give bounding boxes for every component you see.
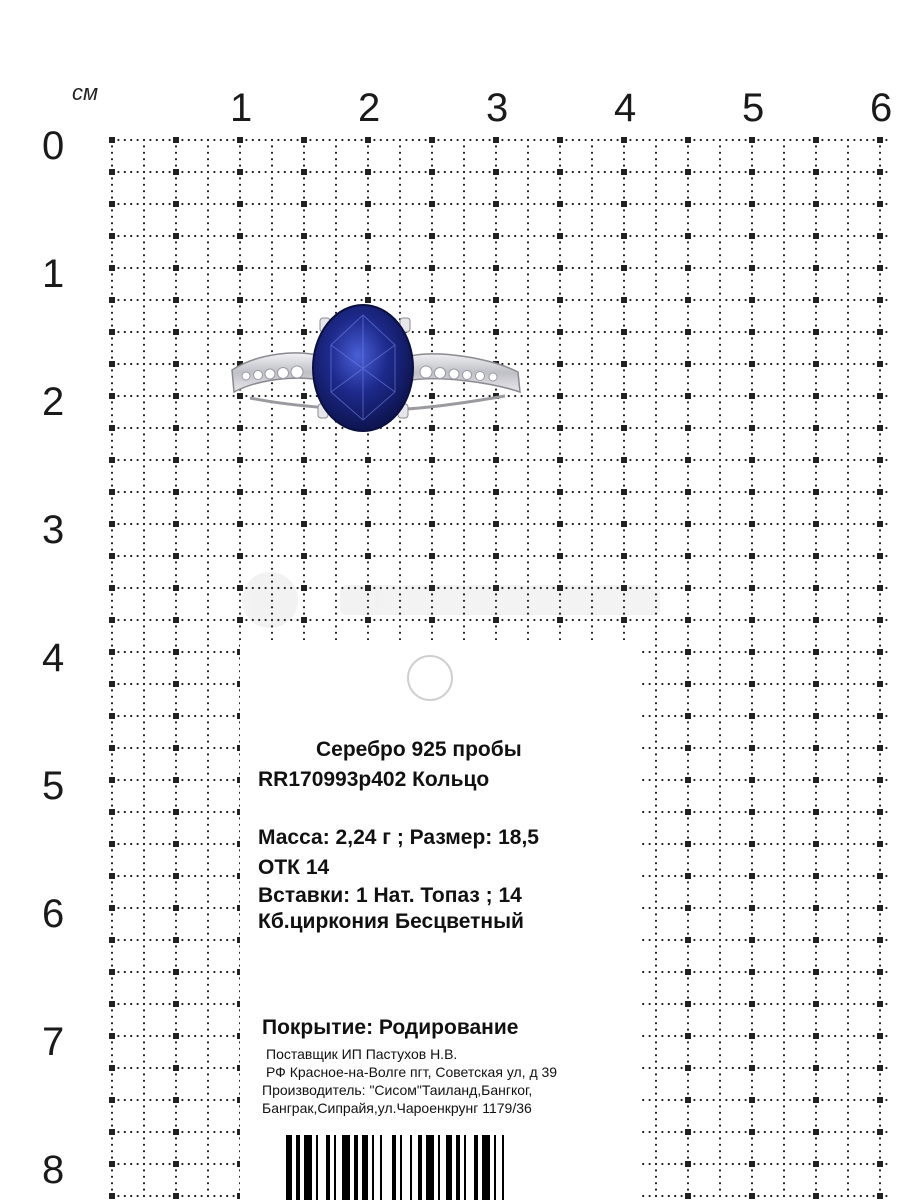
barcode-bar [438,1135,440,1200]
barcode-bar [464,1135,466,1200]
barcode-bar [354,1135,358,1200]
ruler-y-tick: 6 [42,892,65,936]
barcode-bar [494,1135,496,1200]
barcode-bar [418,1135,422,1200]
label-producer-address: Банграк,Сипрайя,ул.Чароенкрунг 1179/36 [262,1100,532,1116]
ring [232,305,520,431]
barcode-bar [296,1135,300,1200]
ruler-y-tick: 3 [42,508,65,552]
ruler-y-tick: 2 [42,380,65,424]
barcode-bar [362,1135,368,1200]
barcode-bar [326,1135,330,1200]
label-otk: ОТК 14 [258,856,330,879]
barcode-bar [380,1135,382,1200]
barcode-bar [334,1135,336,1200]
label-producer: Производитель: "Сисом"Таиланд,Бангког, [262,1082,533,1098]
ruler-y-tick: 4 [42,636,65,680]
barcode-bar [316,1135,318,1200]
barcode-bar [400,1135,402,1200]
ruler-x-tick: 6 [870,86,893,130]
label-inserts-1: Вставки: 1 Нат. Топаз ; 14 [258,884,522,907]
barcode-bar [392,1135,396,1200]
ruler-y-tick: 0 [42,124,65,168]
label-supplier: Поставщик ИП Пастухов Н.В. [266,1046,458,1062]
ruler-x-tick: 1 [230,86,253,130]
label-address: РФ Красное-на-Волге пгт, Советская ул, д 39 [266,1064,558,1080]
barcode-bar [456,1135,460,1200]
ruler-x-tick: 2 [358,86,381,130]
ruler-x-tick: 4 [614,86,637,130]
ruler-x-tick: 5 [742,86,765,130]
label-coating: Покрытие: Родирование [262,1016,519,1039]
barcode-bar [372,1135,374,1200]
barcode-bar [304,1135,312,1200]
barcode-bar [342,1135,350,1200]
label-mass-size: Масса: 2,24 г ; Размер: 18,5 [258,826,539,849]
barcode-bar [502,1135,504,1200]
label-metal: Серебро 925 пробы [316,738,522,761]
barcode-bar [446,1135,452,1200]
barcode-bar [410,1135,412,1200]
barcode-bar [426,1135,434,1200]
barcode-bar [474,1135,478,1200]
ruler-y-tick: 8 [42,1148,65,1192]
label-article: RR170993p402 Кольцо [258,768,490,791]
label-inserts-2: Кб.циркония Бесцветный [258,910,524,933]
barcode-bar [286,1135,292,1200]
ruler-x-tick: 3 [486,86,509,130]
ruler-y-tick: 1 [42,252,65,296]
ruler-y-tick: 7 [42,1020,65,1064]
ruler-y-tick: 5 [42,764,65,808]
barcode-bar [482,1135,490,1200]
ruler-unit-label: см [72,80,99,105]
